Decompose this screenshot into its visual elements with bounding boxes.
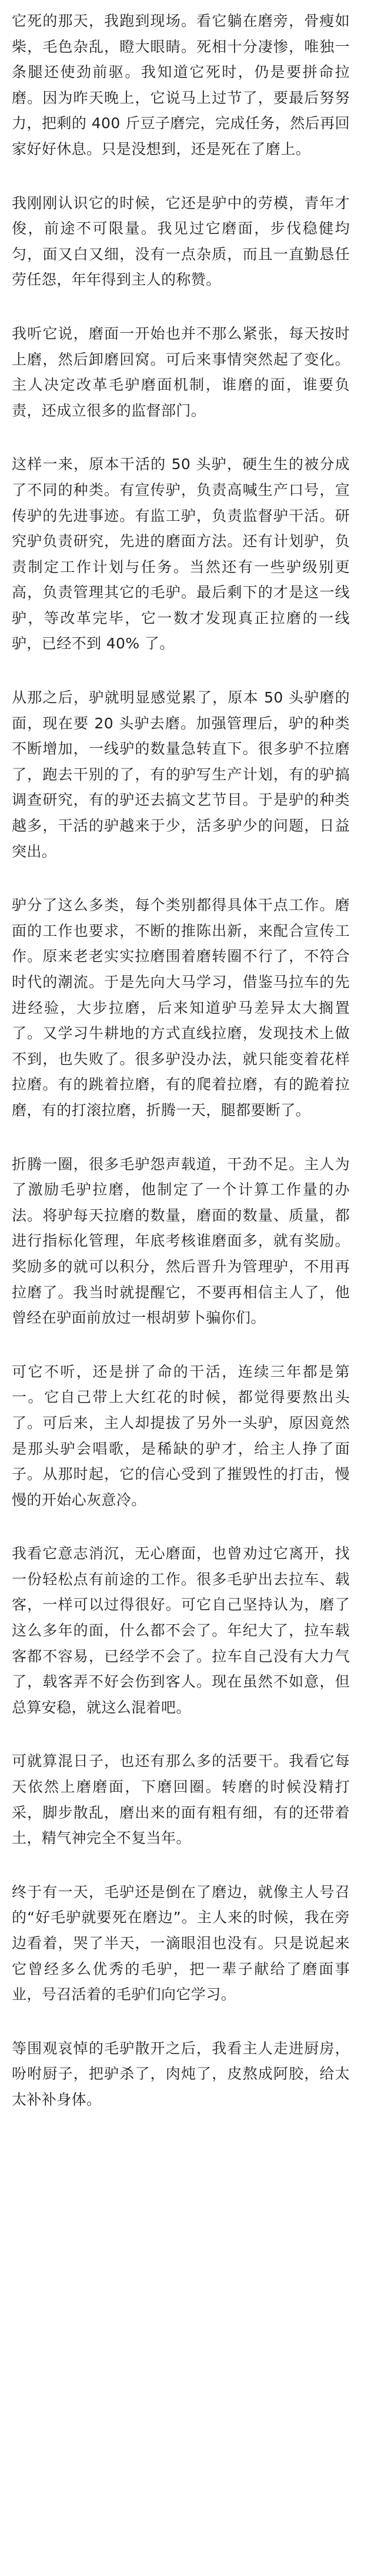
paragraph: 这样一来，原本干活的 50 头驴，硬生生的被分成了不同的种类。有宣传驴，负责高喊生产口号，宣传驴的先进事迹。有监工驴，负责监督驴干活。研究驴负责研究，先进的磨面方法。还有计划驴，负责制定工作计划与任务。当然还有一些驴级别更高，负责管理其它的毛驴。最后剩下的才是这一线驴，等改革完毕，它一数才发现真正拉磨的一线驴，已经不到 40% 了。: [12, 456, 350, 653]
paragraph: 从那之后，驴就明显感觉累了，原本 50 头驴磨的面，现在要 20 头驴去磨。加强管理后，驴的种类不断增加，一线驴的数量急转直下。很多驴不拉磨了，跑去干别的了，有的驴写生产计划，有的驴搞调查研究，有的驴还去搞文艺节目。于是驴的种类越多，干活的驴越来于少，活多驴少的问题，日益突出。: [12, 689, 350, 860]
paragraph: 可就算混日子，也还有那么多的活要干。我看它每天依然上磨磨面，下磨回圈。转磨的时候没精打采，脚步散乱，磨出来的面有粗有细，有的还带着土，精气神完全不复当年。: [12, 1752, 350, 1847]
paragraph: 我看它意志消沉，无心磨面，也曾劝过它离开，找一份轻松点有前途的工作。很多毛驴出去拉车、载客，一样可以过得很好。可它自己坚持认为，磨了这么多年的面，什么都不会了。年纪大了，拉车载客都不容易，已经学不会了。拉车自己没有大力气了，载客弄不好会伤到客人。现在虽然不如意，但总算安稳，就这么混着吧。: [12, 1545, 350, 1716]
paragraph: 驴分了这么多类，每个类别都得具体干点工作。磨面的工作也要求，不断的推陈出新，来配合宣传工作。原来老老实实拉磨围着磨转圈不行了，不符合时代的潮流。于是先向大马学习，借鉴马拉车的先进经验，大步拉磨，后来知道驴马差异太大搁置了。又学习牛耕地的方式直线拉磨，发现技术上做不到，也失败了。很多驴没办法，就只能变着花样拉磨。有的跳着拉磨，有的爬着拉磨，有的跪着拉磨，有的打滚拉磨，折腾一天，腿都要断了。: [12, 896, 350, 1119]
paragraph: 可它不听，还是拼了命的干活，连续三年都是第一。它自己带上大红花的时候，都觉得要熬出头了。可后来，主人却提拔了另外一头驴，原因竟然是那头驴会唱歌，是稀缺的驴才，给主人挣了面子。从那时起，它的信心受到了摧毁性的打击，慢慢的开始心灰意冷。: [12, 1363, 350, 1508]
paragraph: 它死的那天，我跑到现场。看它躺在磨旁，骨瘦如柴，毛色杂乱，瞪大眼睛。死相十分凄惨，唯独一条腿还使劲前驱。我知道它死时，仍是要拼命拉磨。因为昨天晚上，它说马上过节了，要最后努努力，把剩的 400 斤豆子磨完，完成任务，然后再回家好好休息。只是没想到，还是死在了磨上。: [12, 12, 350, 158]
paragraph: 等围观哀悼的毛驴散开之后，我看主人走进厨房，吩咐厨子，把驴杀了，肉炖了，皮熬成阿胶，给太太补补身体。: [12, 2039, 350, 2108]
paragraph: 终于有一天，毛驴还是倒在了磨边，就像主人号召的“好毛驴就要死在磨边”。主人来的时候，我在旁边看着，哭了半天，一滴眼泪也没有。只是说起来它曾经多么优秀的毛驴，把一辈子献给了磨面事业，号召活着的毛驴们向它学习。: [12, 1883, 350, 2003]
paragraph: 折腾一圈，很多毛驴怨声载道，干劲不足。主人为了激励毛驴拉磨，他制定了一个计算工作量的办法。将驴每天拉磨的数量，磨面的数量、质量，都进行指标化管理，年底考核谁磨面多，就有奖励。奖励多的就可以积分，然后晋升为管理驴，不用再拉磨了。我当时就提醒它，不要再相信主人了，他曾经在驴面前放过一根胡萝卜骗你们。: [12, 1155, 350, 1327]
paragraph: 我刚刚认识它的时候，它还是驴中的劳模，青年才俊，前途不可限量。我见过它磨面，步伐稳健均匀，面又白又细，没有一点杂质，而且一直勤恳任劳任怨，年年得到主人的称赞。: [12, 194, 350, 289]
paragraph: 我听它说，磨面一开始也并不那么紧张，每天按时上磨，然后卸磨回窝。可后来事情突然起了变化。主人决定改革毛驴磨面机制，谁磨的面，谁要负责，还成立很多的监督部门。: [12, 324, 350, 419]
